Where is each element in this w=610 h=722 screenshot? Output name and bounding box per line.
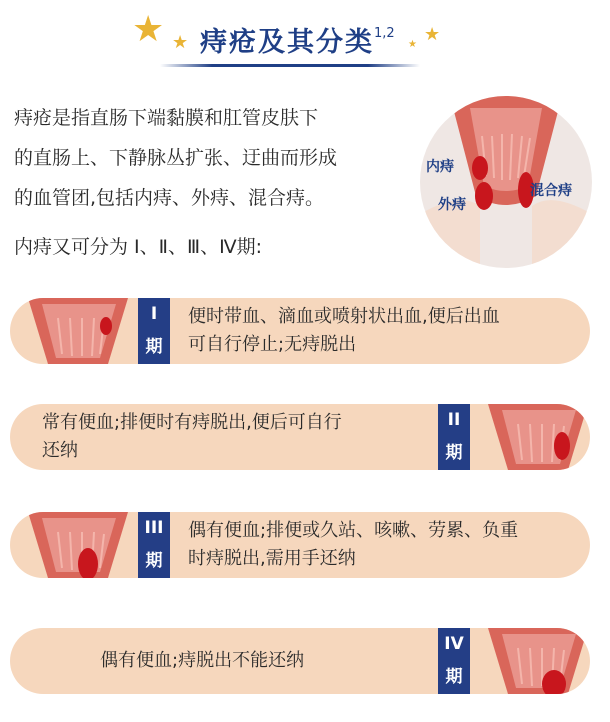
stage-1-badge bbox=[138, 298, 170, 364]
stage-1-illustration bbox=[28, 298, 138, 364]
stage-2-card bbox=[10, 404, 590, 470]
stage-2-numeral: II bbox=[447, 410, 461, 430]
title-text: 痔疮及其分类 bbox=[200, 27, 374, 58]
intro-line-3: 的血管团,包括内痔、外痔、混合痔。 bbox=[14, 187, 325, 209]
stage-4-line-1: 偶有便血;痔脱出不能还纳 bbox=[100, 650, 305, 671]
stage-subtitle: 内痔又可分为 Ⅰ、Ⅱ、Ⅲ、Ⅳ期: bbox=[14, 236, 263, 258]
stage-3-card bbox=[10, 512, 590, 578]
stage-4-illustration bbox=[478, 628, 588, 694]
stage-2-suffix: 期 bbox=[445, 443, 463, 463]
stage-1-suffix: 期 bbox=[145, 337, 163, 357]
stage-1-line-2: 可自行停止;无痔脱出 bbox=[188, 334, 357, 355]
stage-4-description bbox=[100, 647, 304, 675]
stage-3-suffix: 期 bbox=[145, 551, 163, 571]
stage-2-line-2: 还纳 bbox=[42, 440, 78, 461]
star-icon: ★ bbox=[132, 9, 165, 50]
stage-3-badge bbox=[138, 512, 170, 578]
stage-1-line-1: 便时带血、滴血或喷射状出血,便后出血 bbox=[188, 306, 500, 327]
stage-2-line-1: 常有便血;排便时有痔脱出,便后可自行 bbox=[42, 412, 342, 433]
stage-3-line-2: 时痔脱出,需用手还纳 bbox=[188, 548, 356, 569]
stage-1-description bbox=[188, 303, 500, 359]
intro-line-1: 痔疮是指直肠下端黏膜和肛管皮肤下 bbox=[14, 107, 319, 129]
stage-3-description bbox=[188, 517, 518, 573]
stage-1-numeral: I bbox=[150, 304, 158, 324]
label-mixed: 混合痔 bbox=[530, 183, 572, 199]
star-icon: ★ bbox=[172, 32, 189, 53]
intro-paragraph bbox=[14, 98, 414, 218]
intro-line-2: 的直肠上、下静脉丛扩张、迂曲而形成 bbox=[14, 147, 338, 169]
stage-3-line-1: 偶有便血;排便或久站、咳嗽、劳累、负重 bbox=[188, 520, 519, 541]
label-external: 外痔 bbox=[438, 197, 466, 213]
star-icon: ★ bbox=[408, 39, 417, 50]
stage-3-numeral: III bbox=[144, 518, 164, 538]
title-superscript: 1,2 bbox=[374, 26, 395, 41]
stage-2-description bbox=[42, 409, 342, 465]
star-icon: ★ bbox=[424, 24, 441, 45]
stage-4-numeral: IV bbox=[444, 634, 464, 654]
stage-4-badge bbox=[438, 628, 470, 694]
label-internal: 内痔 bbox=[426, 159, 454, 175]
stage-2-illustration bbox=[478, 404, 588, 470]
stage-3-illustration bbox=[28, 512, 138, 578]
title-underline bbox=[160, 64, 420, 67]
stage-4-suffix: 期 bbox=[445, 667, 463, 687]
stage-4-card bbox=[10, 628, 590, 694]
anatomy-illustration bbox=[420, 96, 592, 268]
page-title bbox=[200, 20, 395, 59]
stage-2-badge bbox=[438, 404, 470, 470]
stage-1-card bbox=[10, 298, 590, 364]
header bbox=[0, 0, 610, 80]
